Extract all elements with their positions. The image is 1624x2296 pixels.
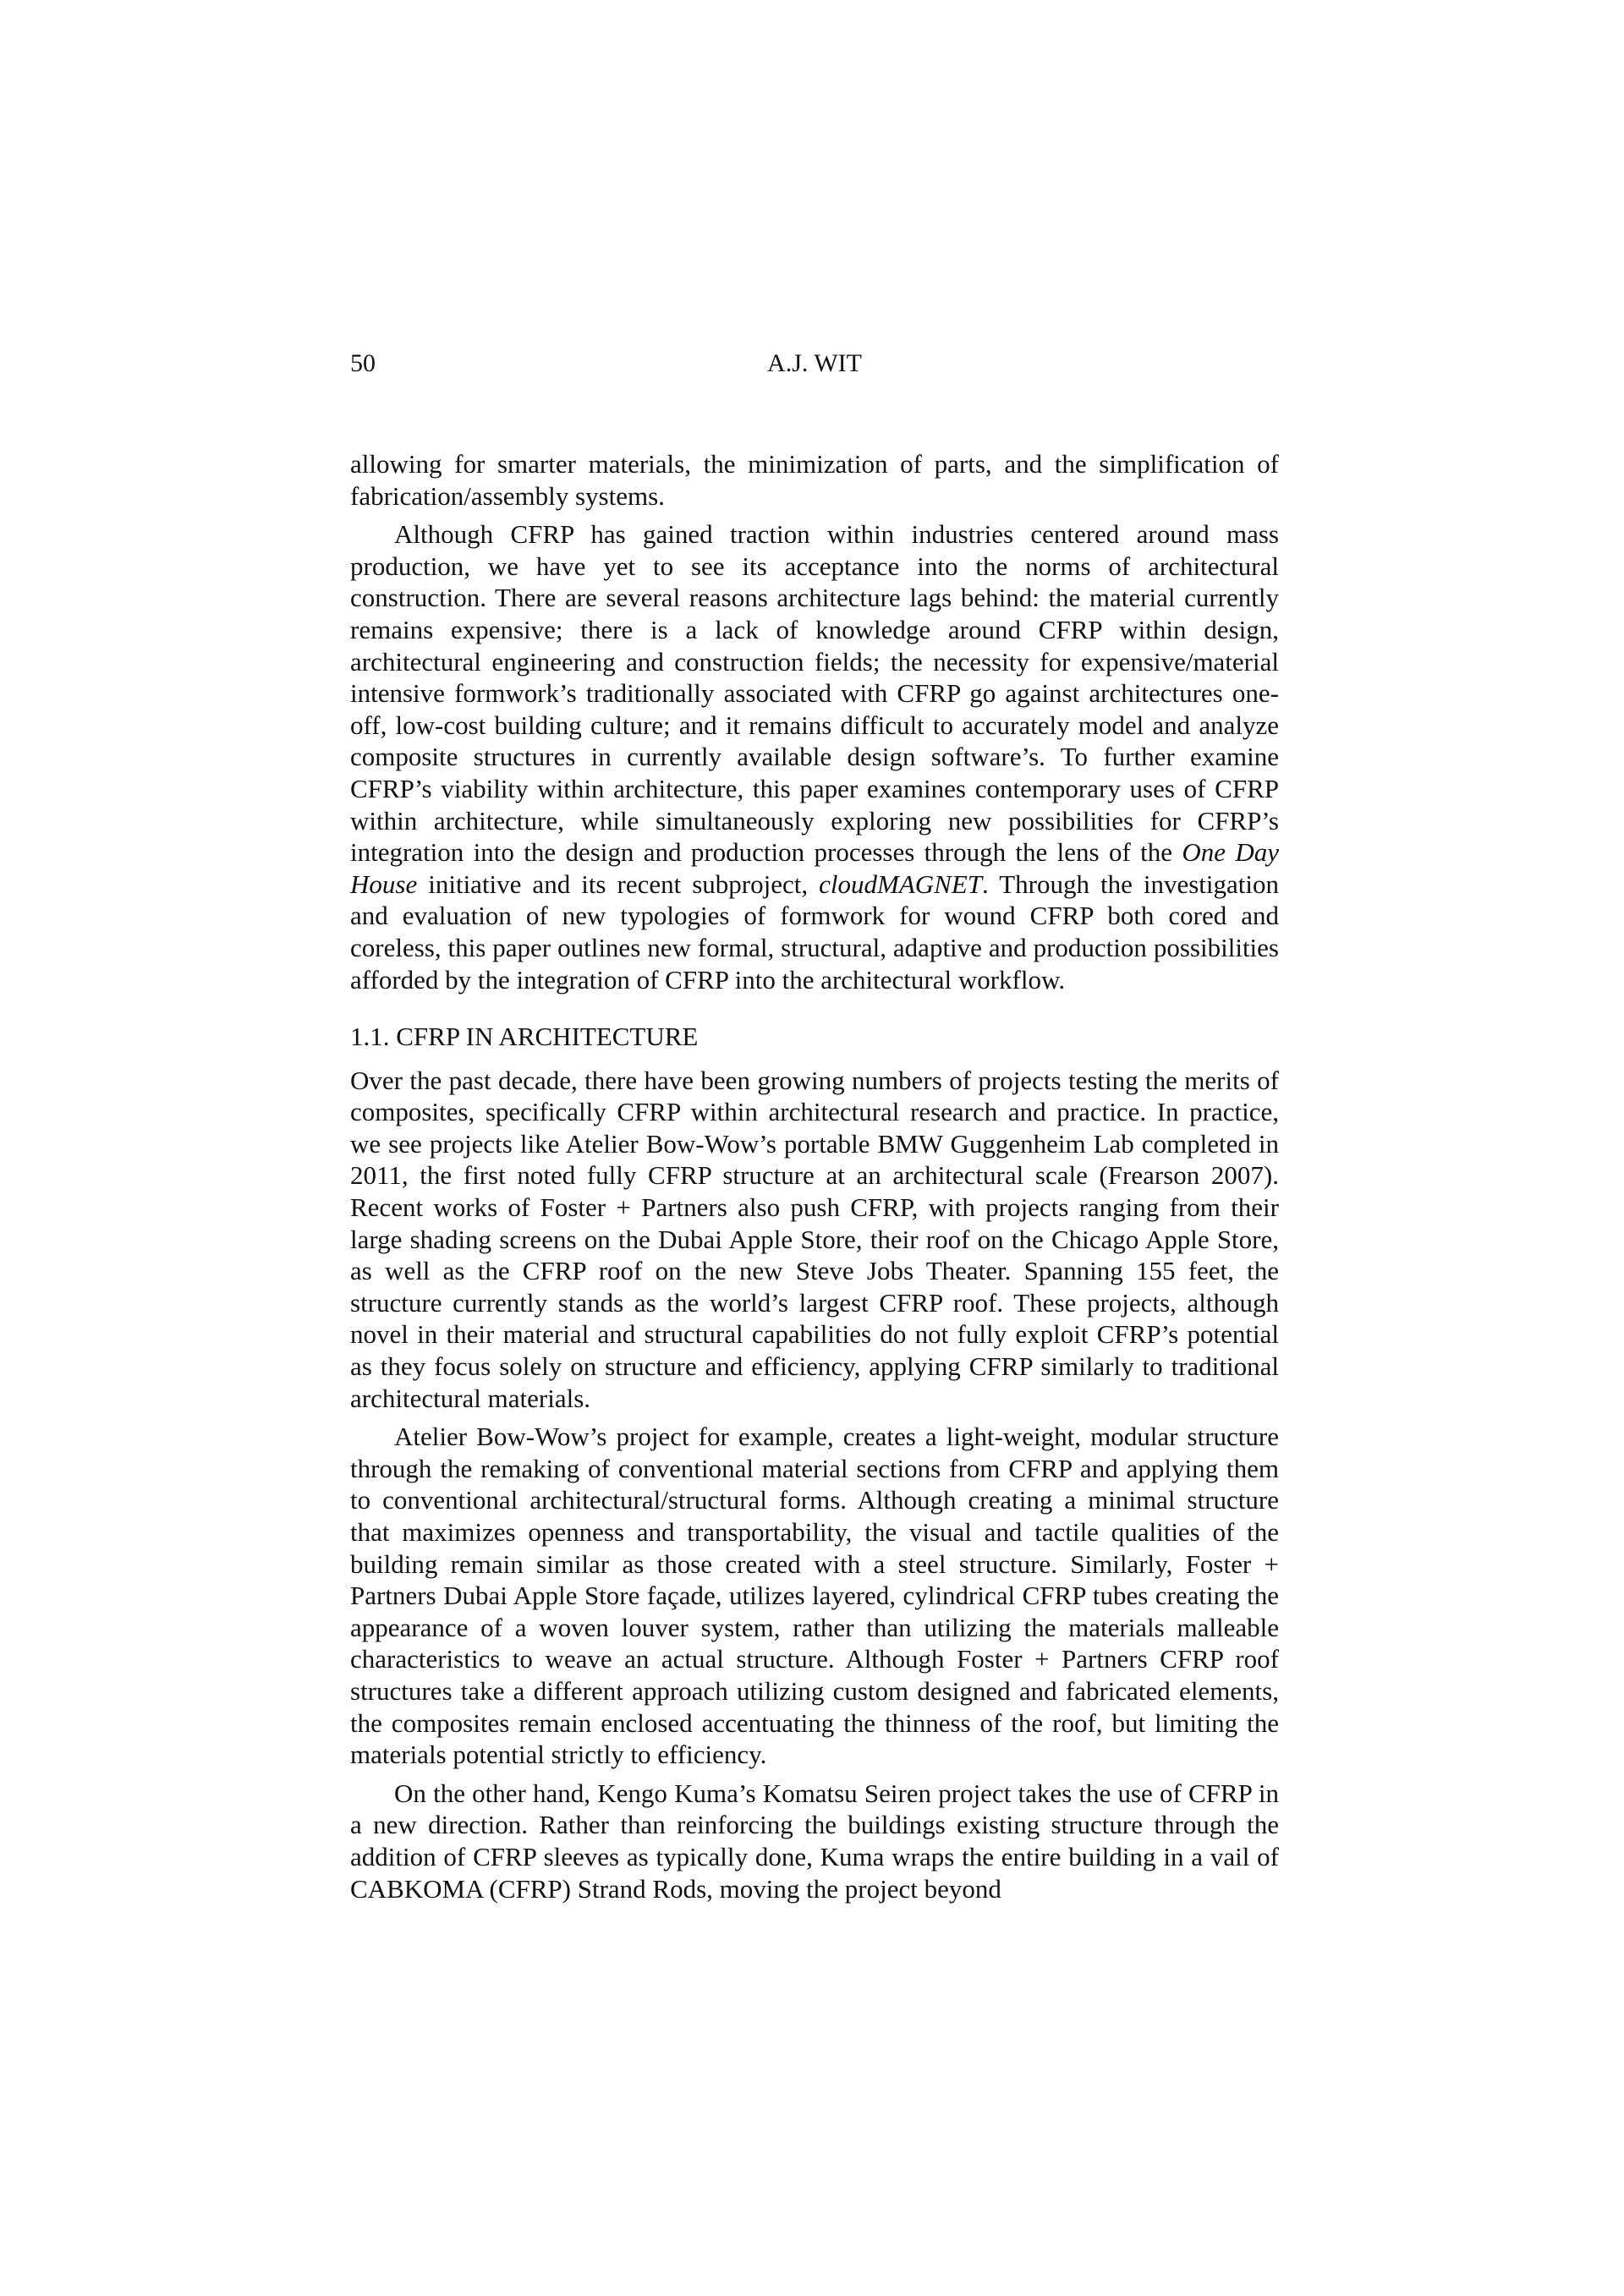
running-header xyxy=(350,347,1279,381)
section-heading: 1.1. CFRP IN ARCHITECTURE xyxy=(350,1022,699,1052)
running-title: A.J. WIT xyxy=(767,349,862,377)
paragraph-continuation: allowing for smarter materials, the minimization of parts, and the simplification of fabrication/assembly systems. xyxy=(350,449,1279,511)
body-text xyxy=(350,448,1279,1904)
italic-cloudmagnet: cloudMAGNET xyxy=(819,869,982,899)
page-number: 50 xyxy=(350,349,376,377)
paragraph-text: . Through the investigation and evaluation of new typologies of formwork for wound CFRP both cored and coreless, this paper outlines new formal, structural, adaptive and production possibilities afforded by the integration of CFRP into the architectural workflow. xyxy=(350,869,1279,995)
document-page xyxy=(350,347,1279,1911)
paragraph-text: Although CFRP has gained traction within industries centered around mass production, we have yet to see its acceptance into the norms of architectural construction. There are several reasons architecture lags behind: the material currently remains expensive; there is a lack of knowledge around CFRP within design, architectural engineering and construction fields; the necessity for expensive/material intensive formwork’s traditionally associated with CFRP go against architectures one-off, low-cost building culture; and it remains difficult to accurately model and analyze composite structures in currently available design software’s. To further examine CFRP’s viability within architecture, this paper examines contemporary uses of CFRP within architecture, while simultaneously exploring new possibilities for CFRP’s integration into the design and production processes through the lens of the xyxy=(350,519,1279,868)
paragraph-atelier-bow-wow: Atelier Bow-Wow’s project for example, creates a light-weight, modular structure through the remaking of conventional material sections from CFRP and applying them to conventional architectural/structural forms. Although creating a minimal structure that maximizes openness and transportability, the visual and tactile qualities of the building remain similar as those created with a steel structure. Similarly, Foster + Partners Dubai Apple Store façade, utilizes layered, cylindrical CFRP tubes creating the appearance of a woven louver system, rather than utilizing the materials malleable characteristics to weave an actual structure. Although Foster + Partners CFRP roof structures take a different approach utilizing custom designed and fabricated elements, the composites remain enclosed accentuating the thinness of the roof, but limiting the materials potential strictly to efficiency. xyxy=(350,1422,1279,1770)
paragraph-kengo-kuma: On the other hand, Kengo Kuma’s Komatsu Seiren project takes the use of CFRP in a new direction. Rather than reinforcing the buildings existing structure through the addition of CFRP sleeves as typically done, Kuma wraps the entire building in a vail of CABKOMA (CFRP) Strand Rods, moving the project beyond xyxy=(350,1778,1279,1904)
paragraph-cfrp-traction xyxy=(350,518,1279,995)
paragraph-text: initiative and its recent subproject, xyxy=(417,869,820,899)
italic-one-day-house: One Day House xyxy=(350,837,1279,899)
paragraph-past-decade: Over the past decade, there have been growing numbers of projects testing the merits of composites, specifically CFRP within architectural research and practice. In practice, we see projects like Atelier Bow-Wow’s portable BMW Guggenheim Lab completed in 2011, the first noted fully CFRP structure at an architectural scale (Frearson 2007). Recent works of Foster + Partners also push CFRP, with projects ranging from their large shading screens on the Dubai Apple Store, their roof on the Chicago Apple Store, as well as the CFRP roof on the new Steve Jobs Theater. Spanning 155 feet, the structure currently stands as the world’s largest CFRP roof. These projects, although novel in their material and structural capabilities do not fully exploit CFRP’s potential as they focus solely on structure and efficiency, applying CFRP similarly to traditional architectural materials. xyxy=(350,1065,1279,1413)
